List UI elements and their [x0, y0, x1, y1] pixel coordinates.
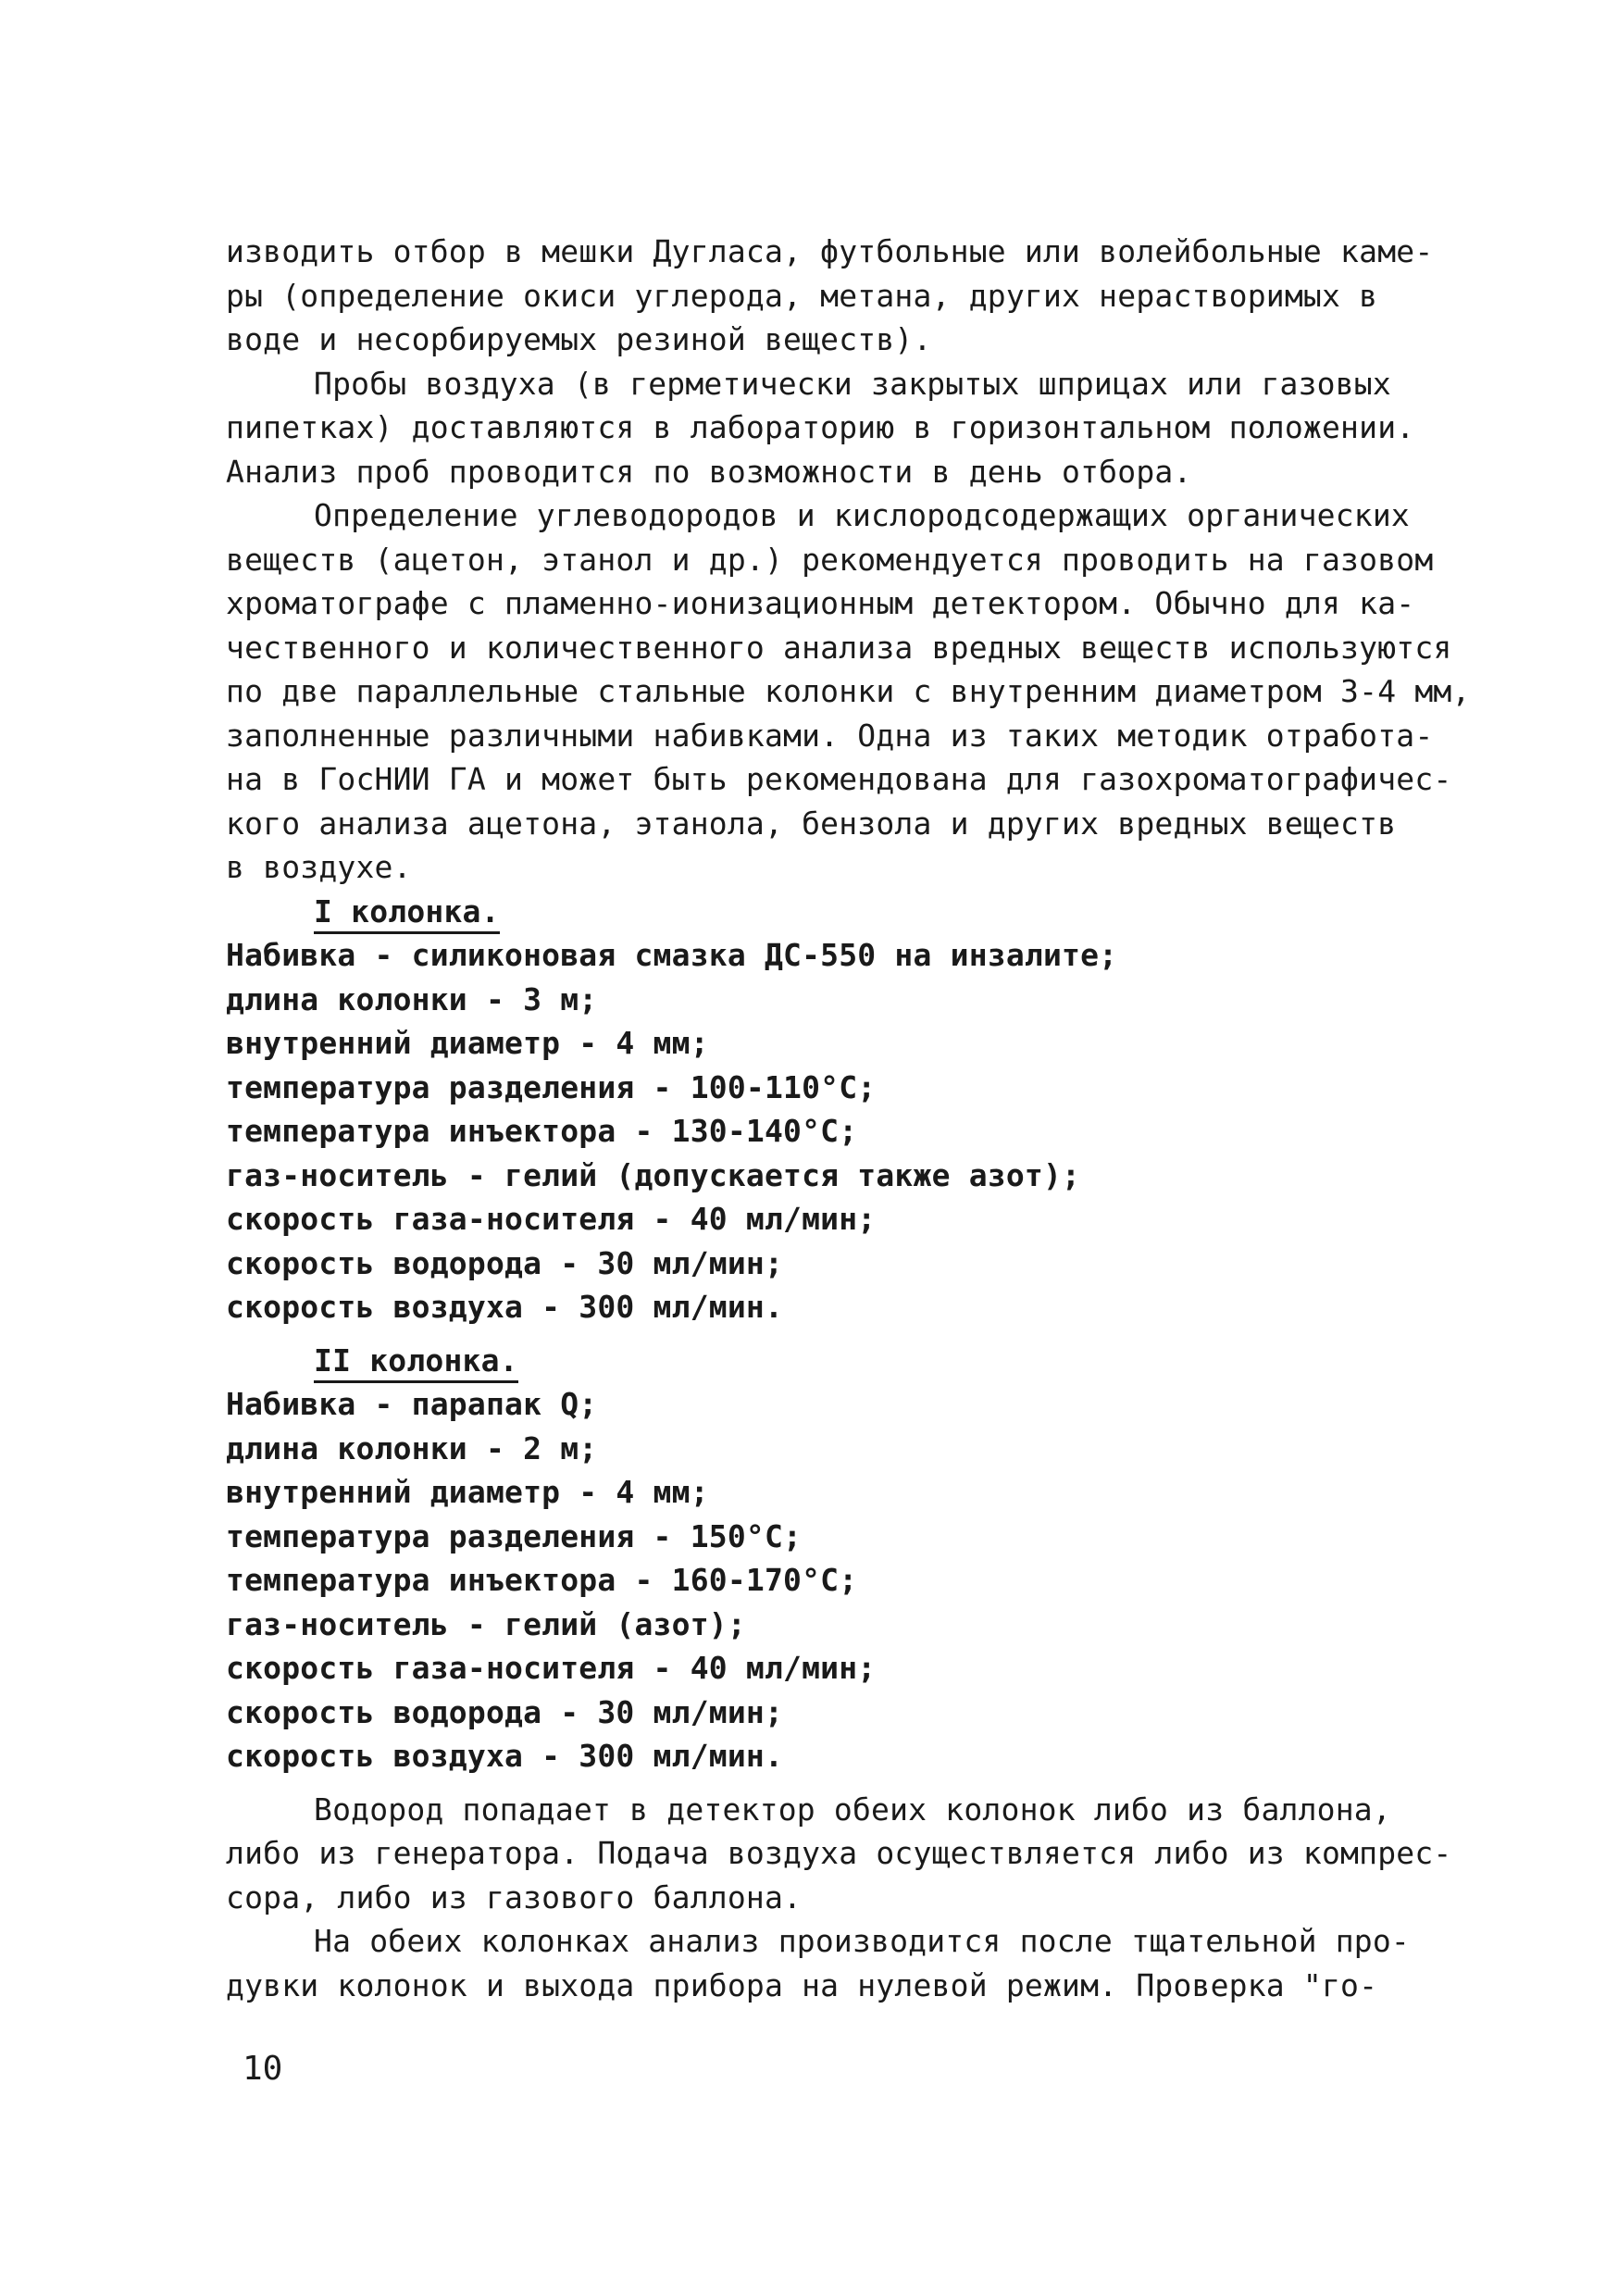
column-2-spec-line: газ-носитель - гелий (азот);	[226, 1605, 746, 1642]
column-1-spec-line: скорость водорода - 30 мл/мин;	[226, 1244, 784, 1281]
column-1-spec-line: скорость газа-носителя - 40 мл/мин;	[226, 1201, 877, 1237]
page-body	[226, 230, 1471, 2007]
page-number: 10	[243, 2050, 283, 2088]
paragraph-1-line: изводить отбор в мешки Дугласа, футбольные или волейбольные каме-	[226, 233, 1434, 269]
paragraph-2-line: Пробы воздуха (в герметически закрытых шприцах или газовых	[314, 365, 1391, 402]
column-1-spec-line: газ-носитель - гелий (допускается также азот);	[226, 1156, 1081, 1193]
paragraph-4-line: либо из генератора. Подача воздуха осуществляется либо из компрес-	[226, 1835, 1452, 1871]
column-2-spec-line: длина колонки - 2 м;	[226, 1429, 598, 1466]
column-1-spec-line: внутренний диаметр - 4 мм;	[226, 1025, 709, 1061]
paragraph-3-line: по две параллельные стальные колонки с внутренним диаметром 3-4 мм,	[226, 673, 1471, 709]
column-1-spec-line: скорость воздуха - 300 мл/мин.	[226, 1289, 784, 1325]
column-1-spec-line: температура инъектора - 130-140°С;	[226, 1113, 858, 1149]
column-1-heading	[226, 890, 1448, 934]
column-1-heading-text: I колонка.	[314, 893, 500, 934]
paragraph-2-line: пипетках) доставляются в лабораторию в горизонтальном положении.	[226, 409, 1415, 445]
paragraph-3-line: чественного и количественного анализа вредных веществ используются	[226, 629, 1452, 666]
paragraph-3-line: на в ГосНИИ ГА и может быть рекомендована для газохроматографичес-	[226, 761, 1452, 797]
column-1-spec-line: Набивка - силиконовая смазка ДС-550 на инзалите;	[226, 937, 1118, 973]
paragraph-1-line: ры (определение окиси углерода, метана, других нерастворимых в	[226, 277, 1378, 314]
paragraph-3-line: кого анализа ацетона, этанола, бензола и других вредных веществ	[226, 805, 1397, 842]
paragraph-3-line: в воздухе.	[226, 849, 412, 885]
paragraph-1-line: воде и несорбируемых резиной веществ).	[226, 321, 932, 357]
paragraph-3-line: Определение углеводородов и кислородсодержащих органических	[314, 497, 1410, 533]
column-2-spec-line: скорость водорода - 30 мл/мин;	[226, 1693, 784, 1730]
column-2-spec-line: температура инъектора - 160-170°С;	[226, 1562, 858, 1598]
column-2-heading-text: II колонка.	[314, 1342, 518, 1383]
paragraph-5-line: На обеих колонках анализ производится после тщательной про-	[314, 1923, 1410, 1959]
column-1-spec-line: длина колонки - 3 м;	[226, 980, 598, 1017]
column-2-heading	[226, 1339, 1448, 1383]
column-2-spec-line: скорость газа-носителя - 40 мл/мин;	[226, 1650, 877, 1686]
column-1-spec-line: температура разделения - 100-110°С;	[226, 1068, 877, 1105]
paragraph-4-line: сора, либо из газового баллона.	[226, 1878, 803, 1915]
column-2-spec-line: температура разделения - 150°С;	[226, 1517, 803, 1554]
spacer	[226, 1329, 1448, 1339]
paragraph-5-line: дувки колонок и выхода прибора на нулевой режим. Проверка "го-	[226, 1966, 1378, 2003]
column-2-spec-line: Набивка - парапак Q;	[226, 1386, 598, 1422]
spacer	[226, 1778, 1448, 1788]
paragraph-3-line: хроматографе с пламенно-ионизационным детектором. Обычно для ка-	[226, 585, 1415, 621]
paragraph-2-line: Анализ проб проводится по возможности в день отбора.	[226, 453, 1192, 490]
column-2-spec-line: внутренний диаметр - 4 мм;	[226, 1474, 709, 1510]
paragraph-4-line: Водород попадает в детектор обеих колонок либо из баллона,	[314, 1791, 1391, 1828]
paragraph-3-line: заполненные различными набивками. Одна из таких методик отработа-	[226, 717, 1434, 754]
paragraph-3-line: веществ (ацетон, этанол и др.) рекомендуется проводить на газовом	[226, 541, 1434, 578]
column-2-spec-line: скорость воздуха - 300 мл/мин.	[226, 1738, 784, 1774]
